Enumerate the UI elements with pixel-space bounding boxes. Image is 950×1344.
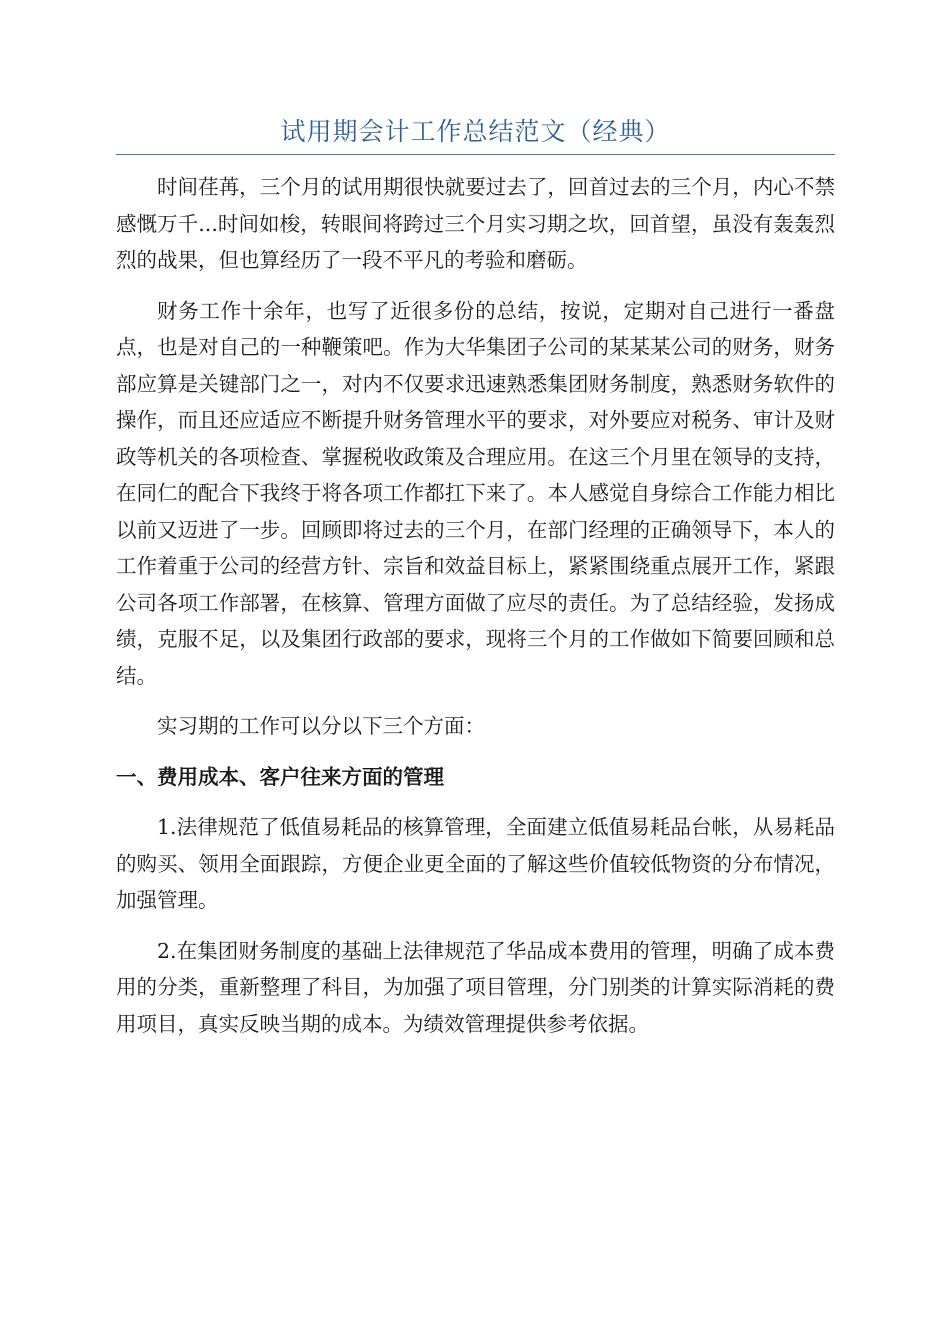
document-page <box>116 110 835 1056</box>
document-title: 试用期会计工作总结范文（经典） <box>280 117 671 146</box>
intro-paragraph: 时间荏苒，三个月的试用期很快就要过去了，回首过去的三个月，内心不禁感慨万千...时间如梭，转眼间将跨过三个月实习期之坎，回首望，虽没有轰轰烈烈的战果，但也算经历了一段不平凡的考验和磨砺。 <box>116 175 835 272</box>
list-item: 2.在集团财务制度的基础上法律规范了华品成本费用的管理，明确了成本费用的分类，重新整理了科目，为加强了项目管理，分门别类的计算实际消耗的费用项目，真实反映当期的成本。为绩效管理提供参考依据。 <box>116 938 835 1036</box>
section-heading: 一、费用成本、客户往来方面的管理 <box>116 764 444 789</box>
list-item: 1.法律规范了低值易耗品的核算管理，全面建立低值易耗品台帐，从易耗品的购买、领用全面跟踪，方便企业更全面的了解这些价值较低物资的分布情况，加强管理。 <box>116 815 835 912</box>
title-underline <box>116 154 835 155</box>
overview-paragraph: 实习期的工作可以分以下三个方面： <box>157 714 485 738</box>
body-paragraph: 财务工作十余年，也写了近很多份的总结，按说，定期对自己进行一番盘点，也是对自己的一种鞭策吧。作为大华集团子公司的某某某公司的财务，财务部应算是关键部门之一，对内不仅要求迅速熟悉集团财务制度，熟悉财务软件的操作，而且还应适应不断提升财务管理水平的要求，对外要应对税务、审计及财政等机关的各项检查、掌握税收政策及合理应用。在这三个月里在领导的支持，在同仁的配合下我终于将各项工作都扛下来了。本人感觉自身综合工作能力相比以前又迈进了一步。回顾即将过去的三个月，在部门经理的正确领导下，本人的工作着重于公司的经营方针、宗旨和效益目标上，紧紧围绕重点展开工作，紧跟公司各项工作部署，在核算、管理方面做了应尽的责任。为了总结经验，发扬成绩，克服不足，以及集团行政部的要求，现将三个月的工作做如下简要回顾和总结。 <box>116 298 835 688</box>
